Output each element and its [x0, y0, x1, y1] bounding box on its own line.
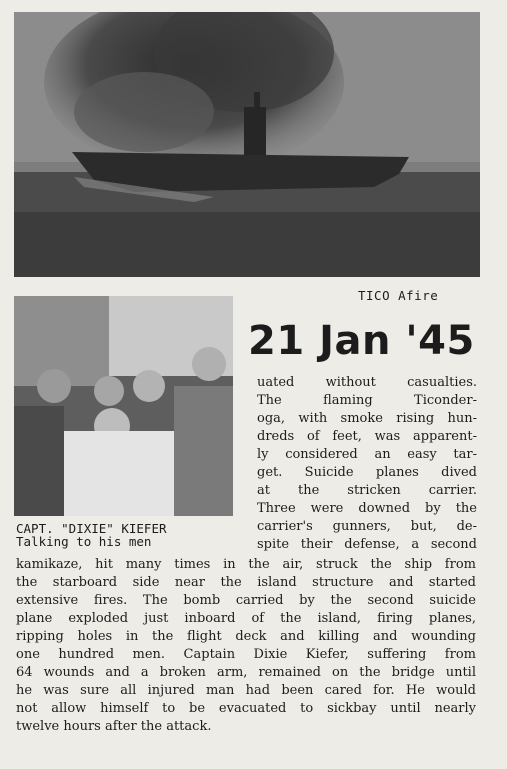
article-line: The flaming Ticonder- — [257, 393, 477, 408]
article-line: uated without casualties. — [257, 375, 477, 390]
article-line: dreds of feet, was apparent- — [257, 429, 477, 444]
article-line: not allow himself to be evacuated to sickbay until nearly — [16, 701, 476, 716]
article-line: the starboard side near the island structure and started — [16, 575, 476, 590]
side-photo-caption-line2: Talking to his men — [16, 534, 152, 549]
article-line: extensive fires. The bomb carried by the second suicide — [16, 593, 476, 608]
article-line: Three were downed by the — [257, 501, 477, 516]
article-line: one hundred men. Captain Dixie Kiefer, suffering from — [16, 647, 476, 662]
article-line: get. Suicide planes dived — [257, 465, 477, 480]
article-line: oga, with smoke rising hun- — [257, 411, 477, 426]
article-line: plane exploded just inboard of the island, firing planes, — [16, 611, 476, 626]
date-headline: 21 Jan '45 — [248, 318, 475, 364]
article-line: spite their defense, a second — [257, 537, 477, 552]
article-line: at the stricken carrier. — [257, 483, 477, 498]
article-line: ly considered an easy tar- — [257, 447, 477, 462]
captain-kiefer-photo — [14, 296, 233, 516]
article-line: twelve hours after the attack. — [16, 719, 212, 734]
article-line: ripping holes in the flight deck and killing and wounding — [16, 629, 476, 644]
side-photo-caption-line1: CAPT. "DIXIE" KIEFER — [16, 521, 167, 536]
article-line: 64 wounds and a broken arm, remained on the bridge until — [16, 665, 476, 680]
article-line: carrier's gunners, but, de- — [257, 519, 477, 534]
article-line: kamikaze, hit many times in the air, struck the ship from — [16, 557, 476, 572]
burning-carrier-photo — [14, 12, 480, 277]
article-line: he was sure all injured man had been cared for. He would — [16, 683, 476, 698]
top-photo-caption: TICO Afire — [358, 288, 439, 303]
